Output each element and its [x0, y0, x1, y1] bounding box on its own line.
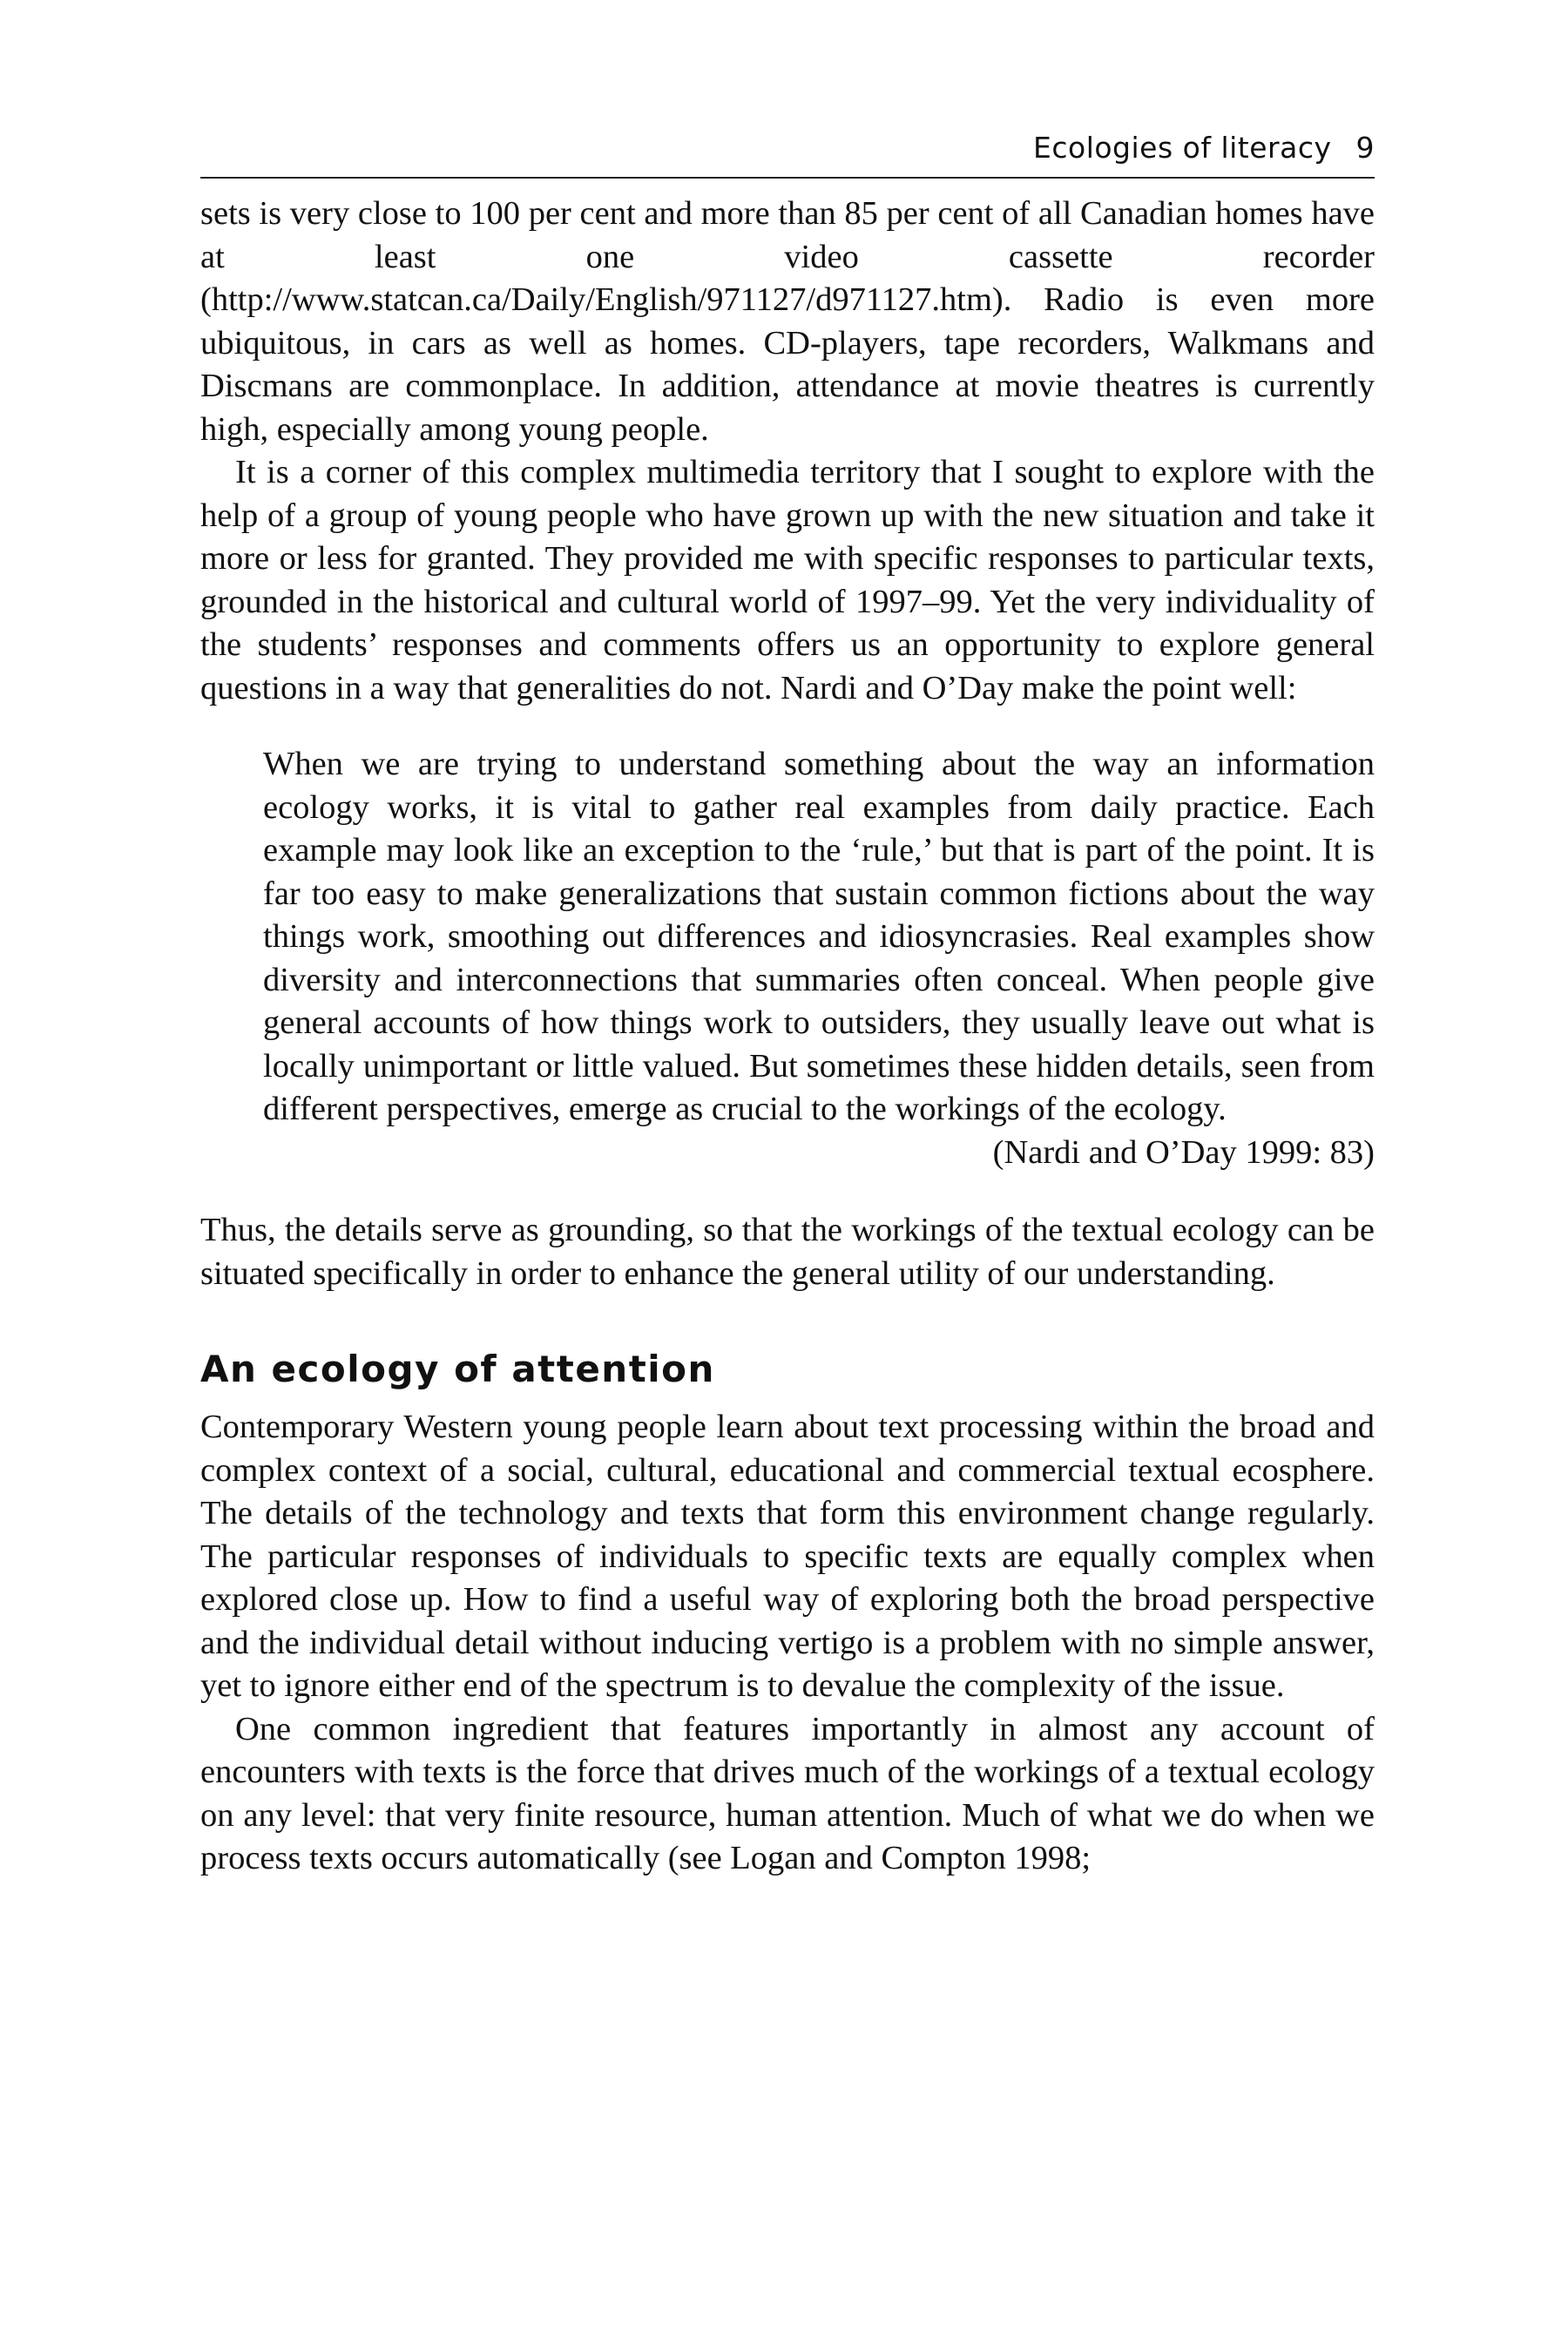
running-title: Ecologies of literacy: [1033, 131, 1332, 165]
quotation-text: When we are trying to understand something about the way an information ecology works, it is vital to gather real examples from daily practice. Each example may look like an exception to the ‘rule,’ but that is part of the point. It is far too easy to make generalizations that sustain common fictions about the way things work, smoothing out differences and idiosyncrasies. Real examples show diversity and interconnections that summaries often conceal. When people give general accounts of how things work to outsiders, they usually leave out what is locally unimportant or little valued. But sometimes these hidden details, seen from different perspectives, emerge as crucial to the workings of the ecology.: [263, 746, 1375, 1127]
paragraph-multimedia-territory: It is a corner of this complex multimedia territory that I sought to explore with the help of a group of young people who have grown up with the new situation and take it more or less for granted. They provided me with specific responses to particular texts, grounded in the historical and cultural world of 1997–99. Yet the very individuality of the students’ responses and comments offers us an opportunity to explore general questions in a way that generalities do not. Nardi and O’Day make the point well:: [200, 454, 1375, 706]
page-number: 9: [1355, 131, 1375, 165]
book-page: [200, 131, 1375, 1881]
paragraph-human-attention: One common ingredient that features importantly in almost any account of encounters with texts is the force that drives much of the workings of a textual ecology on any level: that very finite resource, human attention. Much of what we do when we process texts occurs automatically (see Logan and Compton 1998;: [200, 1710, 1375, 1876]
paragraph-grounding: Thus, the details serve as grounding, so that the workings of the textual ecology can be situated specifically in order to enhance the general utility of our understanding.: [200, 1212, 1375, 1292]
running-header: [200, 131, 1375, 179]
paragraph-text-processing: Contemporary Western young people learn about text processing within the broad and complex context of a social, cultural, educational and commercial textual ecosphere. The details of the technology and texts that form this environment change regularly. The particular responses of individuals to specific texts are equally complex when explored close up. How to find a useful way of exploring both the broad perspective and the individual detail without inducing vertigo is a problem with no simple answer, yet to ignore either end of the spectrum is to devalue the complexity of the issue.: [200, 1409, 1375, 1704]
quotation-citation: (Nardi and O’Day 1999: 83): [992, 1133, 1375, 1171]
section-heading: An ecology of attention: [200, 1348, 715, 1390]
block-quotation: [263, 743, 1375, 1174]
paragraph-continued: sets is very close to 100 per cent and more than 85 per cent of all Canadian homes have at least one video cassette recorder (http://www.statcan.ca/Daily/English/971127/d971127.htm). Radio is even more ubiquitous, in cars as well as homes. CD-players, tape recorders, Walkmans and Discmans are commonplace. In addition, attendance at movie theatres is currently high, especially among young people.: [200, 195, 1375, 448]
